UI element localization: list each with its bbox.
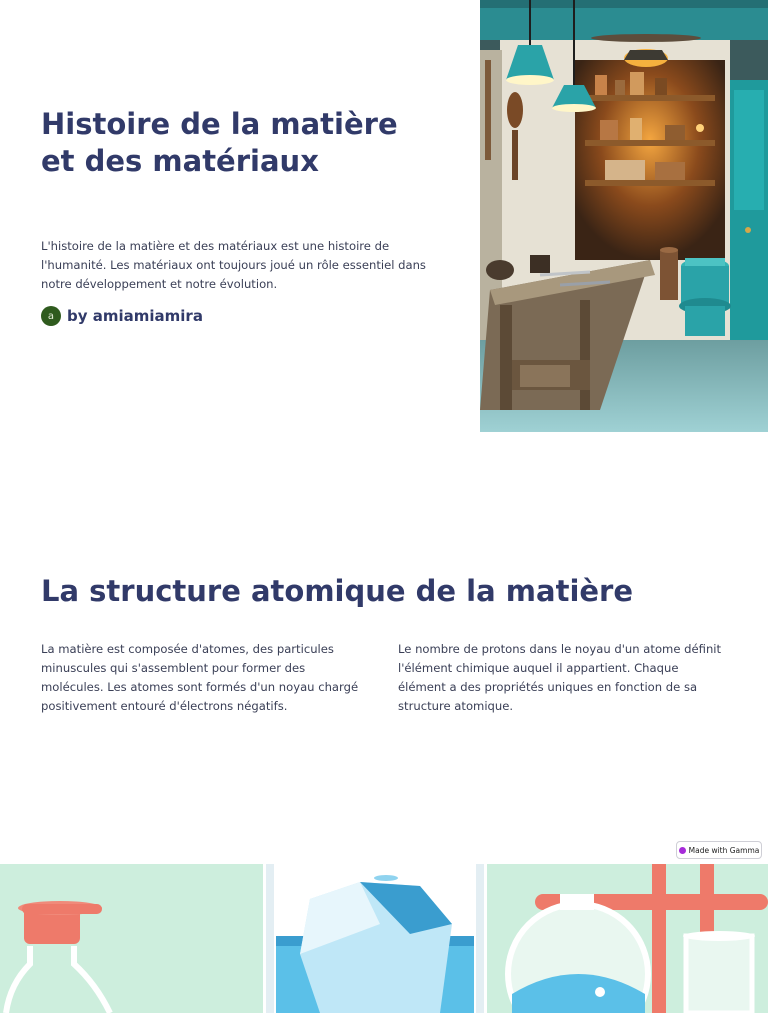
intro-paragraph: L'histoire de la matière et des matériaux est une histoire de l'humanité. Les matériaux ont toujours joué un rôle essentiel dans notre développement et notre évolution. xyxy=(41,239,426,291)
made-with-gamma-badge[interactable] xyxy=(676,841,762,859)
workshop-illustration xyxy=(480,0,768,432)
lab-glassware-illustration xyxy=(0,864,768,1013)
gamma-logo-icon xyxy=(679,847,686,854)
slide-title xyxy=(0,0,768,432)
paragraph-protons: Le nombre de protons dans le noyau d'un atome définit l'élément chimique auquel il appartient. Chaque élément a des propriétés uniques en fonction de sa structure atomique. xyxy=(398,642,722,713)
author-byline[interactable] xyxy=(41,306,203,326)
section-title: La structure atomique de la matière xyxy=(41,574,634,608)
avatar: a xyxy=(41,306,61,326)
gamma-badge-label: Made with Gamma xyxy=(688,845,760,855)
author-name: by amiamiamira xyxy=(67,307,203,325)
lab-illustration xyxy=(0,864,768,1013)
page-title: Histoire de la matière et des matériaux xyxy=(41,107,398,178)
paragraph-atoms: La matière est composée d'atomes, des particules minuscules qui s'assemblent pour former des molécules. Les atomes sont formés d'un noyau chargé positivement entouré d'électrons négatifs. xyxy=(41,642,359,713)
workshop-photo xyxy=(480,0,768,432)
